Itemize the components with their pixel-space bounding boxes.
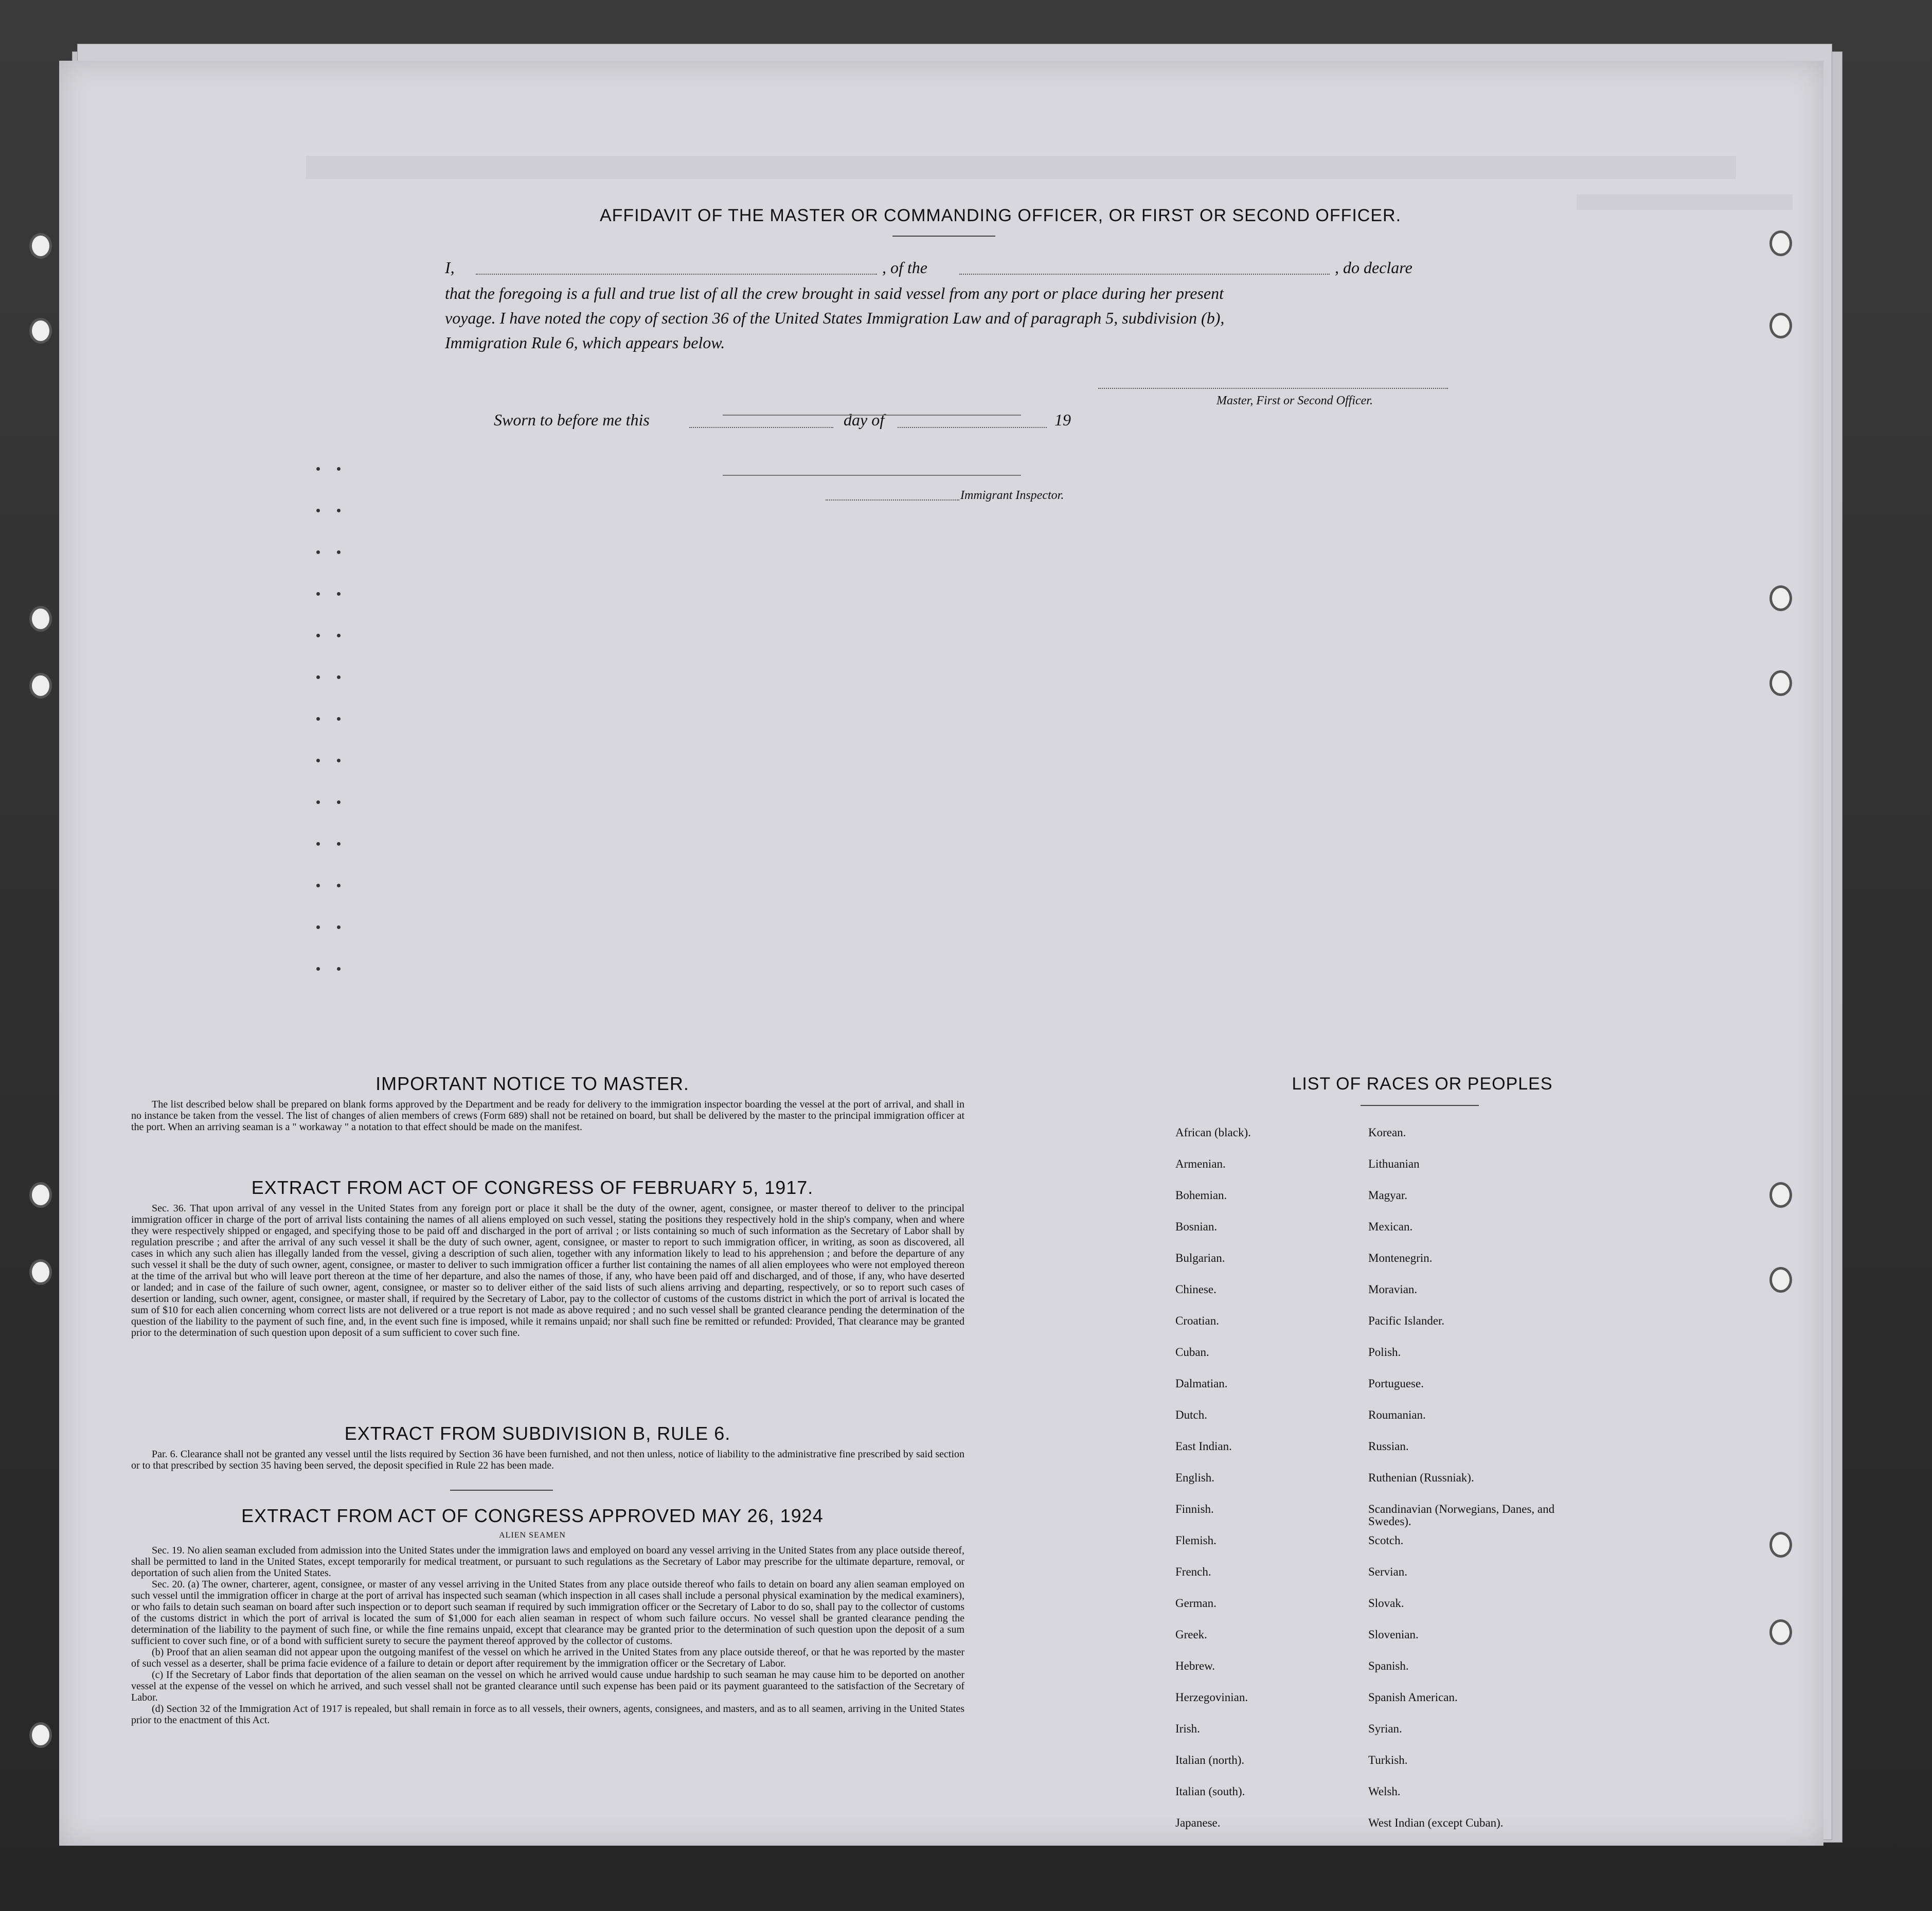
race-item: Korean. <box>1368 1126 1406 1139</box>
inspector-top-rule-line <box>723 475 1021 476</box>
race-item: Syrian. <box>1368 1722 1402 1735</box>
race-item: Roumanian. <box>1368 1408 1426 1421</box>
sworn-month-blank <box>898 427 1047 428</box>
sworn-day-of: day of <box>844 410 885 429</box>
extract-1924-sec20b: (b) Proof that an alien seaman did not appear upon the outgoing manifest of the vessel on which he arrived in the United States from any place outside thereof, or that he was reported by the master of such vessel as a deserter, shall be prima facie evidence of a failure to detain or deport after requirement by the immigration officer or the Secretary of Labor. <box>131 1647 964 1669</box>
punch-hole <box>29 673 52 699</box>
race-item: West Indian (except Cuban). <box>1368 1816 1504 1829</box>
race-item: African (black). <box>1175 1126 1251 1139</box>
affidavit-i: I, <box>445 258 455 277</box>
punch-hole <box>29 318 52 344</box>
extract-1924-sec20c: (c) If the Secretary of Labor finds that deportation of the alien seaman on the vessel on which he arrived would cause undue hardship to such seaman he may cause him to be deported on another vessel at the expense of the vessel on which he arrived, and such vessel shall not be granted clearance until such expense has been paid or its payment guaranteed to the satisfaction of the Secretary of Labor. <box>131 1669 964 1703</box>
print-dot <box>316 884 320 887</box>
print-dot <box>337 800 341 804</box>
print-dot <box>337 467 341 471</box>
print-dot <box>337 634 341 637</box>
race-item: Servian. <box>1368 1565 1408 1578</box>
extract-1924-sec20a: Sec. 20. (a) The owner, charterer, agent, consignee, or master of any vessel arriving in the United States from any place outside thereof who fails to detain on board any alien seaman employed on such vessel until the immigration officer in charge at the port of arrival has inspected such seaman (which inspection in all cases shall include a personal physical examination by the medical examiners), or who fails to detain such seaman on board after such inspection or to deport such seaman if required by such immigration officer or the Secretary of Labor to do so, shall pay to the collector of customs of the customs district in which the port of arrival is located the sum of $1,000 for each alien seaman in respect of whom such failure occurs. No vessel shall be granted clearance pending the determination of the liability to the payment of such fine, or while the fine remains unpaid, except that clearance may be granted prior to the determination of such question upon the deposit of a sum sufficient to cover such fine, or of a bond with sufficient surety to secure the payment thereof approved by the collector of customs. <box>131 1579 964 1647</box>
print-dot <box>316 842 320 846</box>
affidavit-title: AFFIDAVIT OF THE MASTER OR COMMANDING OFFICER, OR FIRST OR SECOND OFFICER. <box>599 206 1402 225</box>
affidavit-line-2: that the foregoing is a full and true list of all the crew brought in said vessel from any port or place during her present <box>445 284 1224 302</box>
punch-hole <box>29 233 52 259</box>
race-item: Moravian. <box>1368 1283 1418 1296</box>
punch-hole <box>29 1722 52 1748</box>
vessel-blank <box>959 274 1330 275</box>
print-dot <box>316 550 320 554</box>
print-dot <box>337 592 341 596</box>
punch-hole <box>1769 1182 1792 1208</box>
punch-hole <box>29 606 52 632</box>
punch-hole <box>1769 585 1792 611</box>
punch-hole <box>1769 1267 1792 1293</box>
print-dot <box>316 467 320 471</box>
signature-caption: Master, First or Second Officer. <box>1217 394 1373 407</box>
extract-1924-sec19: Sec. 19. No alien seaman excluded from admission into the United States under the immigration laws and employed on board any vessel arriving in the United States from any place outside thereof, shall be permitted to land in the United States, except temporarily for medical treatment, or pursuant to such regulations as the Secretary of Labor may prescribe for the ultimate departure, removal, or deportation of such alien from the United States. <box>131 1545 964 1579</box>
races-column-2 <box>1368 1127 1595 1848</box>
sworn-year: 19 <box>1054 410 1071 429</box>
race-item: Irish. <box>1175 1722 1200 1735</box>
affidavit-declare: , do declare <box>1335 258 1412 277</box>
print-dot <box>316 925 320 929</box>
name-blank <box>476 274 877 275</box>
print-dot <box>337 842 341 846</box>
race-item: Bohemian. <box>1175 1189 1227 1202</box>
race-item: Dalmatian. <box>1175 1377 1228 1390</box>
races-divider <box>1361 1105 1479 1106</box>
extract-1924-subtitle: ALIEN SEAMEN <box>499 1531 566 1540</box>
punch-hole <box>1769 1619 1792 1645</box>
extract-1917-text: Sec. 36. That upon arrival of any vessel in the United States from any foreign port or place it shall be the duty of the owner, agent, consignee, or master thereof to deliver to the principal immigration officer in charge of the port of arrival lists containing the names of all aliens employed on such vessel, stating the positions they respectively hold in the ship's company, when and where they were respectively shipped or engaged, and specifying those to be paid off and discharged in the port of arrival ; or lists containing so much of such information as the Secretary of Labor shall by regulation prescribe ; and after the arrival of any such vessel it shall be the duty of such owner, agent, consignee, or master to report to such immigration officer, in writing, as soon as discovered, all cases in which any such alien has illegally landed from the vessel, giving a description of such alien, together with any information likely to lead to his apprehension ; and before the departure of any such vessel it shall be the duty of such owner, agent, consignee, or master to deliver to such immigration officer a further list containing the names of all alien employees who were not employed thereon at the time of the arrival but who will leave port thereon at the time of her departure, and also the names of those, if any, who have been paid off and discharged, and of those, if any, who have deserted or landed; and in case of the failure of such owner, agent, consignee, or master so to deliver either of the said lists of such aliens arriving and departing, respectively, or so to report such cases of desertion or landing, such owner, agent, consignee, or master shall, if required by the Secretary of Labor, pay to the collector of customs of the customs district in which the port of arrival is located the sum of $10 for each alien concerning whom correct lists are not delivered or a true report is not made as above required ; and no such vessel shall be granted clearance pending the determination of the question of the liability to the payment of such fine, and, in the event such fine is imposed, while it remains unpaid; nor shall such fine be remitted or refunded: Provided, That clearance may be granted prior to the determination of such question upon deposit of a sum sufficient to cover such fine. <box>131 1203 964 1338</box>
race-item: Scandinavian (Norwegians, Danes, and Swedes). <box>1368 1503 1555 1528</box>
extract-1924-sec20d: (d) Section 32 of the Immigration Act of 1917 is repealed, but shall remain in force as to all vessels, their owners, agents, consignees, and masters, and as to all seamen, arriving in the United States prior to the enactment of this Act. <box>131 1703 964 1726</box>
extract-1924-title: EXTRACT FROM ACT OF CONGRESS APPROVED MAY 26, 1924 <box>241 1505 824 1526</box>
punch-hole <box>1769 1532 1792 1558</box>
print-dot <box>316 509 320 512</box>
print-dot <box>337 884 341 887</box>
punch-hole <box>1769 230 1792 256</box>
race-item: Slovak. <box>1368 1597 1404 1610</box>
title-rule <box>892 236 995 237</box>
sworn-day-blank <box>689 427 833 428</box>
race-item: Polish. <box>1368 1346 1401 1359</box>
race-item: Italian (south). <box>1175 1785 1245 1798</box>
inspector-top-solid-rule-line <box>723 415 1021 416</box>
print-dot <box>316 967 320 971</box>
race-item: Hebrew. <box>1175 1659 1215 1672</box>
race-item: Spanish American. <box>1368 1691 1458 1704</box>
race-item: English. <box>1175 1471 1215 1484</box>
race-item: French. <box>1175 1565 1211 1578</box>
rule6-divider <box>450 1490 553 1491</box>
race-item: Mexican. <box>1368 1220 1413 1233</box>
race-item: Chinese. <box>1175 1283 1217 1296</box>
race-item: Russian. <box>1368 1440 1409 1453</box>
affidavit-line-1 <box>445 255 1499 280</box>
notice-title: IMPORTANT NOTICE TO MASTER. <box>375 1073 689 1094</box>
bleed-through-band <box>1577 194 1793 210</box>
affidavit-line-4: Immigration Rule 6, which appears below. <box>445 333 725 352</box>
race-item: Turkish. <box>1368 1754 1408 1766</box>
print-dot <box>337 967 341 971</box>
race-item: Finnish. <box>1175 1503 1214 1515</box>
race-item: Croatian. <box>1175 1314 1219 1327</box>
print-dot <box>337 509 341 512</box>
race-item: Pacific Islander. <box>1368 1314 1445 1327</box>
race-item: Bulgarian. <box>1175 1252 1225 1264</box>
print-dot <box>316 800 320 804</box>
print-dot <box>316 675 320 679</box>
race-item: Herzegovinian. <box>1175 1691 1248 1704</box>
print-dot <box>316 717 320 721</box>
race-item: Magyar. <box>1368 1189 1408 1202</box>
extract-1917-title: EXTRACT FROM ACT OF CONGRESS OF FEBRUARY 5, 1917. <box>251 1177 814 1198</box>
race-item: Slovenian. <box>1368 1628 1419 1641</box>
punch-hole <box>1769 313 1792 338</box>
race-item: Scotch. <box>1368 1534 1404 1547</box>
race-item: Armenian. <box>1175 1157 1226 1170</box>
race-item: Bosnian. <box>1175 1220 1218 1233</box>
race-item: Montenegrin. <box>1368 1252 1433 1264</box>
bleed-through-band <box>306 156 1736 179</box>
inspector-caption: Immigrant Inspector. <box>960 489 1064 502</box>
race-item: Lithuanian <box>1368 1157 1420 1170</box>
print-dot <box>337 675 341 679</box>
sworn-before: Sworn to before me this <box>494 410 650 429</box>
punch-hole <box>1769 670 1792 696</box>
race-item: Portuguese. <box>1368 1377 1424 1390</box>
document-page <box>59 61 1823 1846</box>
affidavit-of-the: , of the <box>882 258 927 277</box>
race-item: Welsh. <box>1368 1785 1401 1798</box>
signature-line <box>1098 388 1448 389</box>
race-item: Japanese. <box>1175 1816 1221 1829</box>
race-item: Dutch. <box>1175 1408 1207 1421</box>
extract-rule6-text: Par. 6. Clearance shall not be granted any vessel until the lists required by Section 36 have been furnished, and not then unless, notice of liability to the administrative fine prescribed by said section or to that prescribed by section 35 having been served, the deposit specified in Rule 22 has been made. <box>131 1449 964 1471</box>
extract-rule6-title: EXTRACT FROM SUBDIVISION B, RULE 6. <box>344 1423 731 1444</box>
affidavit-line-3: voyage. I have noted the copy of section 36 of the United States Immigration Law and of paragraph 5, subdivision (b), <box>445 309 1225 327</box>
race-item: Cuban. <box>1175 1346 1209 1359</box>
race-item: Italian (north). <box>1175 1754 1245 1766</box>
print-dot <box>337 925 341 929</box>
notice-text: The list described below shall be prepared on blank forms approved by the Department and be ready for delivery to the immigration inspector boarding the vessel at the port of arrival, and shall in no instance be taken from the vessel. The list of changes of alien members of crews (Form 689) shall not be retained on board, but shall be delivered by the master to the principal immigration officer at the port. When an arriving seaman is a " workaway " a notation to that effect should be made on the manifest. <box>131 1099 964 1133</box>
race-item: Flemish. <box>1175 1534 1217 1547</box>
race-item: Greek. <box>1175 1628 1207 1641</box>
print-dot <box>337 550 341 554</box>
race-item: German. <box>1175 1597 1217 1610</box>
race-item: East Indian. <box>1175 1440 1232 1453</box>
print-dot <box>316 592 320 596</box>
print-dot <box>316 759 320 762</box>
races-column-1 <box>1175 1127 1361 1848</box>
races-title: LIST OF RACES OR PEOPLES <box>1292 1074 1553 1094</box>
print-dot <box>316 634 320 637</box>
punch-hole <box>29 1259 52 1285</box>
print-dot <box>337 717 341 721</box>
race-item: Spanish. <box>1368 1659 1409 1672</box>
extract-1924-body <box>131 1545 964 1726</box>
punch-hole <box>29 1182 52 1208</box>
inspector-signature-line <box>826 499 959 501</box>
print-dot <box>337 759 341 762</box>
race-item: Ruthenian (Russniak). <box>1368 1471 1474 1484</box>
